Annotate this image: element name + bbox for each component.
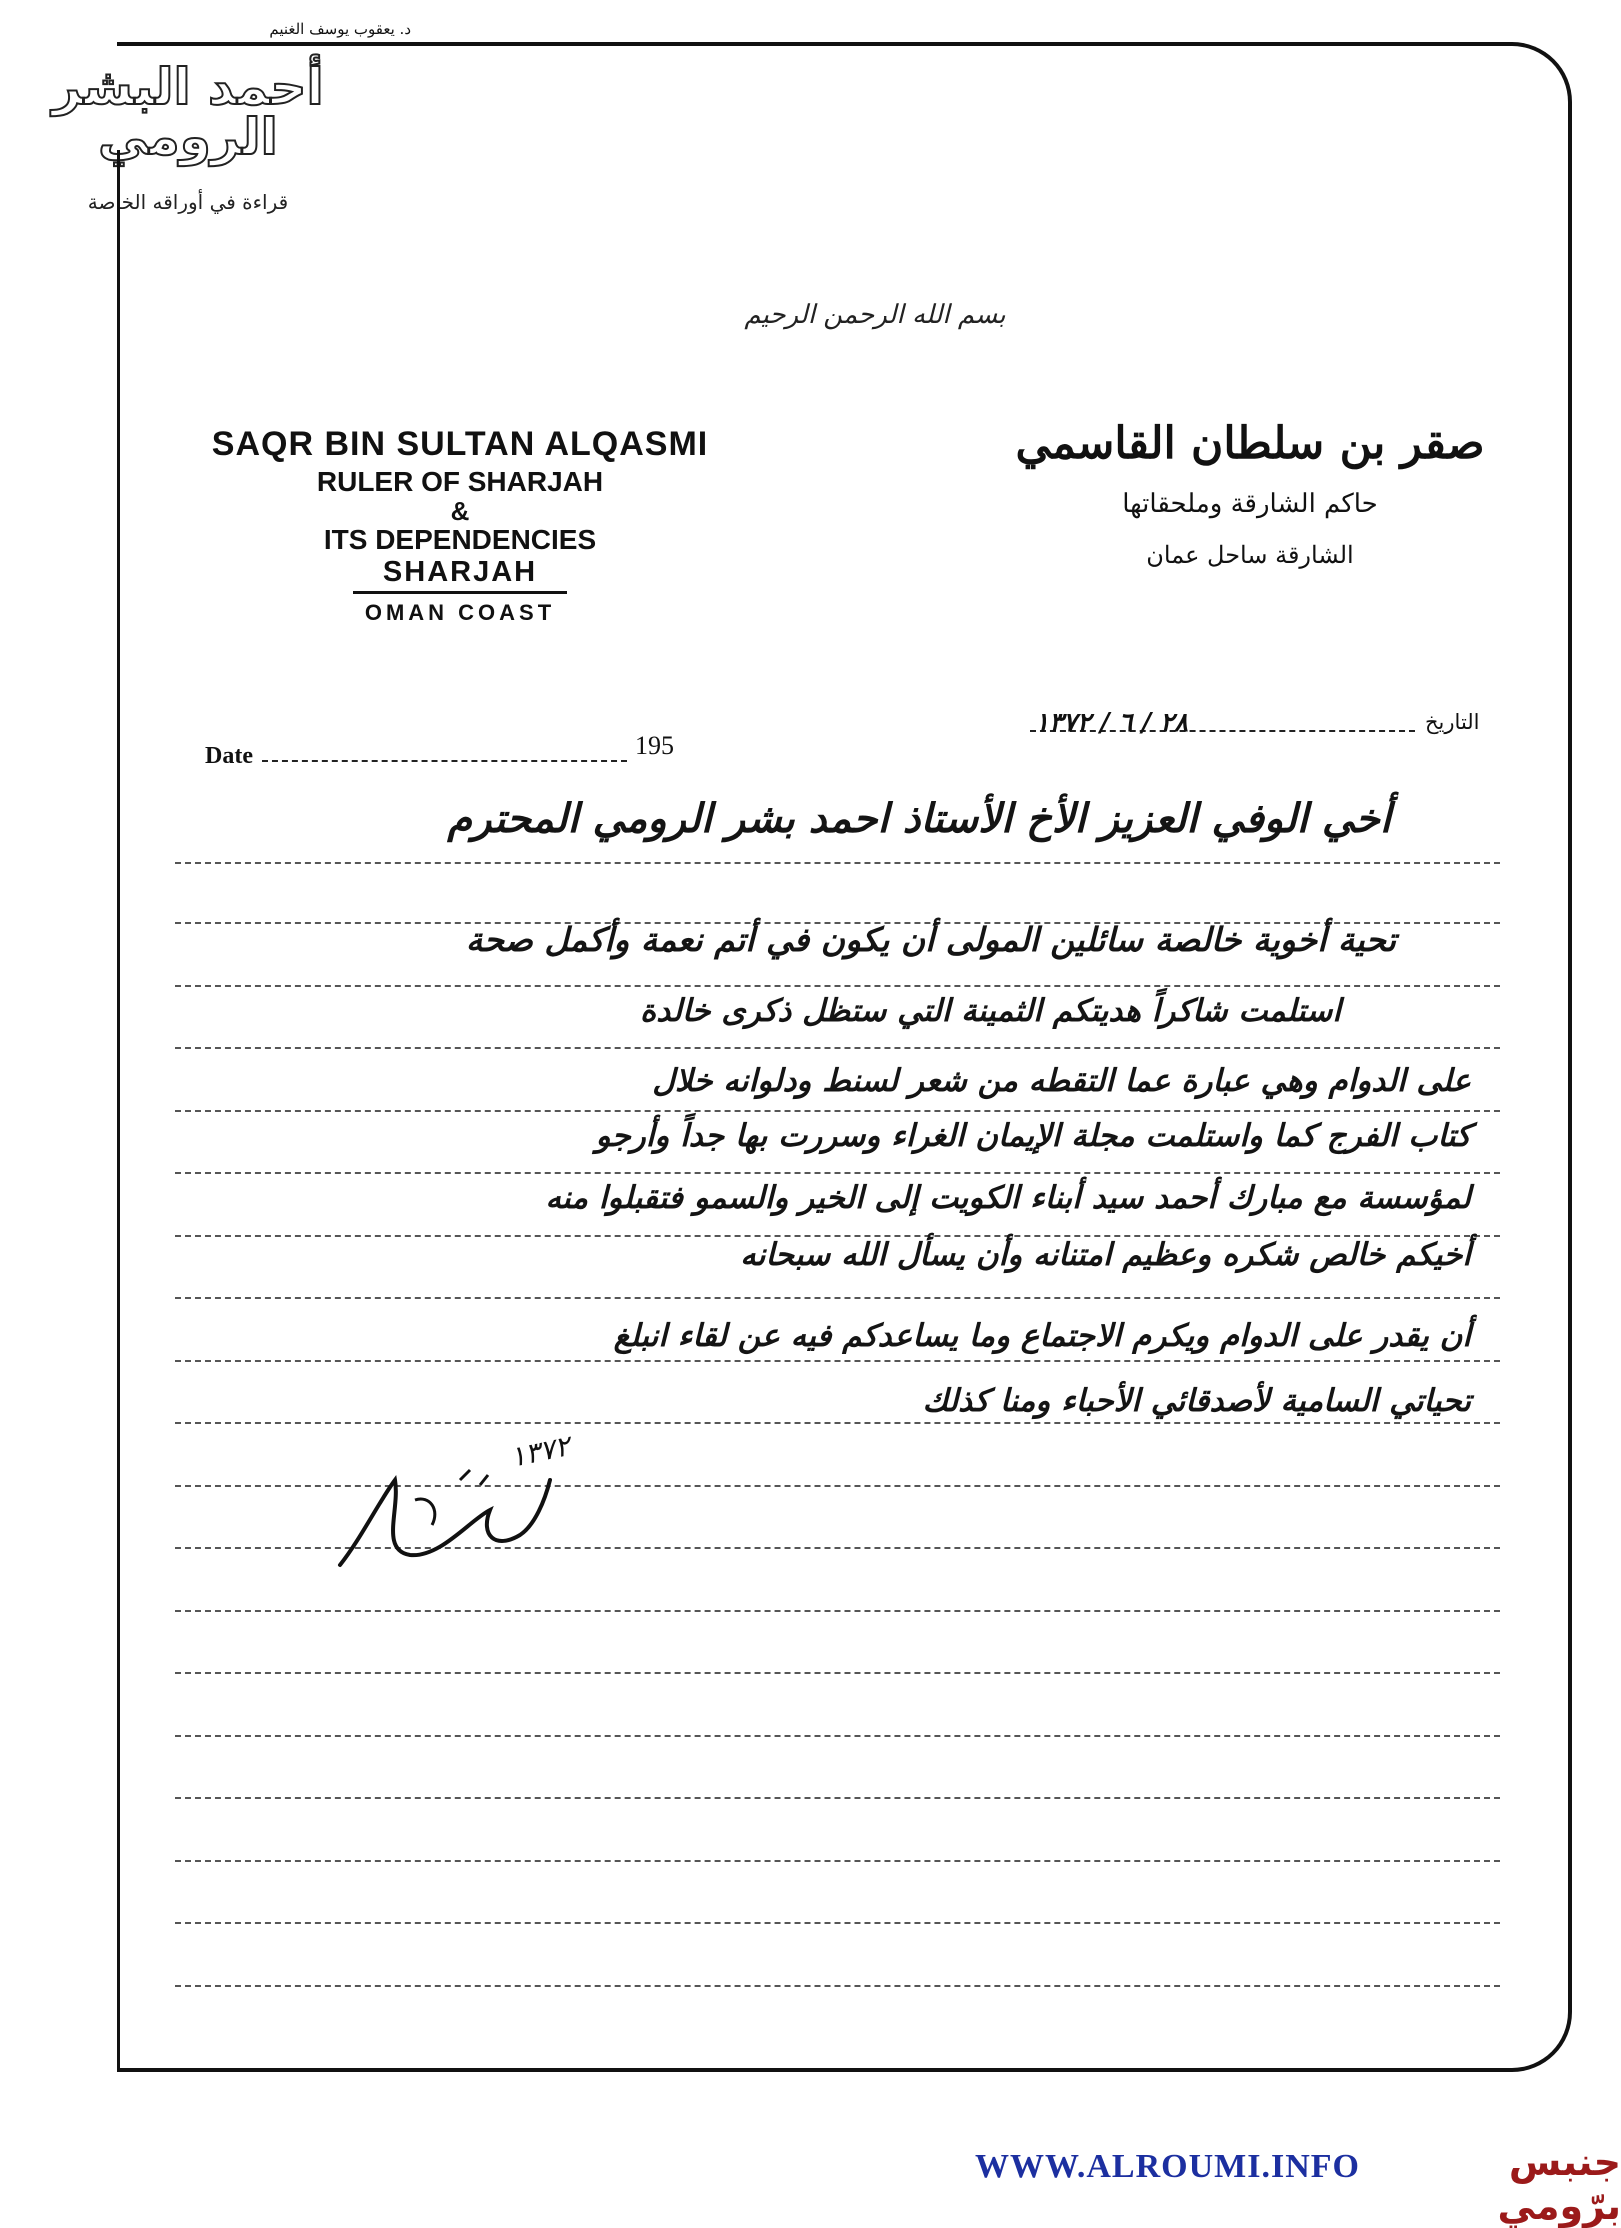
date-label-english: Date — [205, 743, 253, 769]
bismillah-calligraphy: بسم الله الرحمن الرحيم — [744, 300, 1006, 330]
ruled-line — [175, 1110, 1500, 1112]
letter-line: تحية أخوية خالصة سائلين المولى أن يكون في أتم نعمة وأكمل صحة — [465, 920, 1396, 959]
letter-line: أن يقدر على الدوام ويكرم الاجتماع وما يساعدكم فيه عن لقاء انبلغ — [613, 1318, 1471, 1354]
letter-line: استلمت شاكراً هديتكم الثمينة التي ستظل ذكرى خالدة — [639, 993, 1341, 1029]
letter-line: على الدوام وهي عبارة عما التقطه من شعر لسنط ودلوانه خلال — [652, 1063, 1471, 1099]
ruled-line — [175, 1797, 1500, 1799]
author-credit: د. يعقوب يوسف الغنيم — [269, 20, 411, 38]
english-ruler-title: RULER OF SHARJAH — [316, 466, 604, 497]
footer-website-url[interactable]: WWW.ALROUMI.INFO — [975, 2148, 1360, 2185]
ruled-line — [175, 1610, 1500, 1612]
ruled-line — [175, 1047, 1500, 1049]
arabic-letterhead — [1010, 418, 1490, 569]
footer-brand-signature: جنبس برّومي — [1497, 2140, 1621, 2228]
date-value-arabic: ٢٨ / ٦ / ١٣٧٢ — [1035, 708, 1188, 738]
date-year-english: 195 — [635, 731, 674, 760]
arabic-place: الشارقة ساحل عمان — [1146, 541, 1354, 569]
brand-title: أحمد البشر الرومي — [52, 58, 324, 166]
letter-frame-left-edge — [117, 150, 120, 2072]
ruled-line — [175, 1860, 1500, 1862]
arabic-ruler-name: صقر بن سلطان القاسمي — [1015, 418, 1485, 469]
letter-frame — [117, 42, 1572, 2072]
ruled-line — [175, 1672, 1500, 1674]
letter-salutation: أخي الوفي العزيز الأخ الأستاذ احمد بشر الرومي المحترم — [447, 795, 1391, 842]
date-line-english — [262, 760, 627, 762]
ruled-line — [175, 1985, 1500, 1987]
ruled-line — [175, 1922, 1500, 1924]
english-letterhead — [180, 425, 740, 626]
ruled-line — [175, 1172, 1500, 1174]
ruled-line — [175, 862, 1500, 864]
letter-line: كتاب الفرج كما واستلمت مجلة الإيمان الغراء وسررت بها جداً وأرجو — [595, 1118, 1471, 1154]
ruled-line — [175, 1735, 1500, 1737]
ruled-line — [175, 1360, 1500, 1362]
english-city: SHARJAH — [353, 556, 567, 594]
ruled-line — [175, 1422, 1500, 1424]
letter-line: لمؤسسة مع مبارك أحمد سيد أبناء الكويت إلى الخير والسمو فتقبلوا منه — [545, 1180, 1471, 1216]
signature-year: ١٣٧٢ — [507, 1429, 573, 1474]
english-ruler-name: SAQR BIN SULTAN ALQASMI — [211, 425, 709, 463]
english-dependencies: ITS DEPENDENCIES — [323, 524, 597, 555]
letter-line: تحياتي السامية لأصدقائي الأحباء ومنا كذلك — [922, 1383, 1471, 1419]
brand-subtitle: قراءة في أوراقه الخاصة — [87, 190, 289, 214]
arabic-ruler-title: حاكم الشارقة وملحقاتها — [1122, 489, 1378, 519]
english-ampersand: & — [450, 496, 470, 526]
english-coast: OMAN COAST — [364, 600, 556, 625]
ruled-line — [175, 985, 1500, 987]
date-label-arabic: التاريخ — [1425, 710, 1480, 734]
ruled-line — [175, 1297, 1500, 1299]
letter-line: أخيكم خالص شكره وعظيم امتنانه وأن يسأل الله سبحانه — [740, 1237, 1471, 1273]
